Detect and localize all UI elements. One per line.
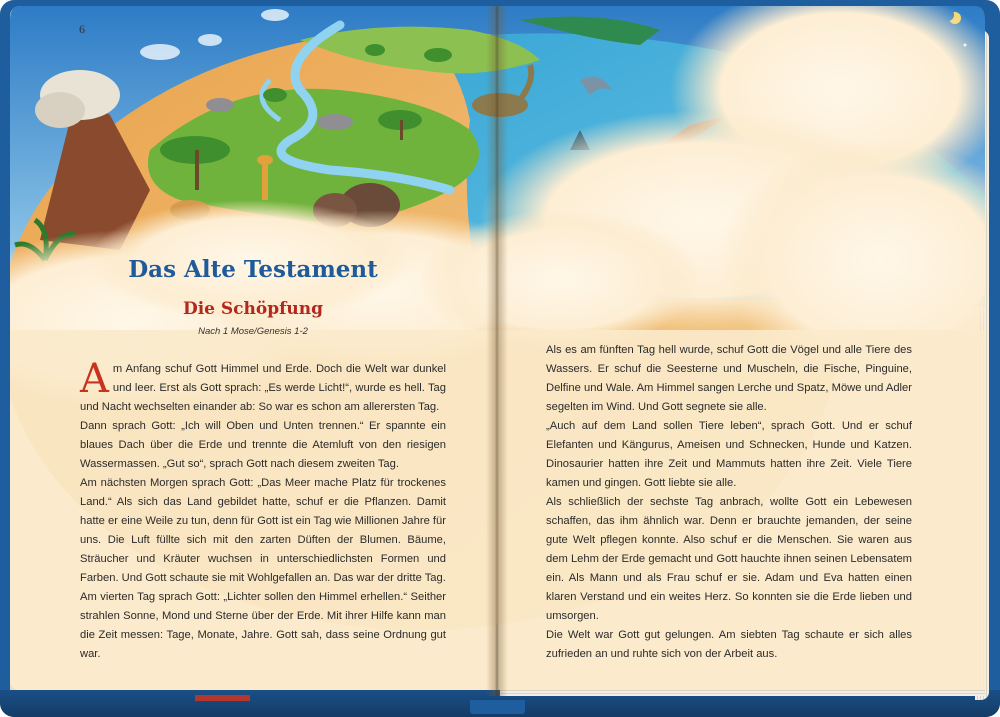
paragraph [80,356,446,417]
paragraph: Dann sprach Gott: „Ich will Oben und Unten trennen.“ Er spannte ein blaues Dach über die Erde und trennte die Atemluft von den riesigen Wassermassen. „Gut so“, sprach Gott nach diesem zweiten Tag. [80,420,446,470]
chapter-title: Die Schöpfung [182,299,324,319]
paragraph: Als es am fünften Tag hell wurde, schuf Gott die Vögel und alle Tiere des Wassers. Er schuf die Seesterne und Muscheln, die Fische, Pinguine, Delfine und Wale. Am Himmel sangen Lerche und Spatz, Möwe und Adler segelten im Wind. Und Gott segnete sie alle. [546,344,912,413]
paragraph: Am vierten Tag sprach Gott: „Lichter sollen den Himmel erhellen.“ Seither strahlen Sonne, Mond und Sterne über der Erde. Mit ihrer Hilfe kann man die Zeit messen: Tage, Monate, Jahre. Gott sah, dass seine Ordnung gut war. [80,591,446,660]
source-reference: Nach 1 Mose/Genesis 1-2 [198,326,308,337]
page-number: 6 [79,22,85,36]
paragraph: Am nächsten Morgen sprach Gott: „Das Meer mache Platz für trockenes Land.“ Als sich das Land gebildet hatte, schuf er die Pflanzen. Damit hatte er eine Weile zu tun, denn für Gott ist ein Tag wie Millionen Jahre für uns. Die Luft füllte sich mit den zarten Düften der Blumen. Bäume, Sträucher und Kräuter wuchsen in unterschiedlichsten Formen und Farben. Und Gott schaute sie mit Wohlgefallen an. Das war der dritte Tag. [80,477,446,584]
paragraph: „Auch auf dem Land sollen Tiere leben“, sprach Gott. Und er schuf Elefanten und Kängurus, Ameisen und Schnecken, Hunde und Katzen. Dinosaurier hatten ihre Zeit und Mammuts hatten ihre Zeit. Viele Tiere kamen und gingen. Gott liebte sie alle. [546,420,912,489]
left-text-column [80,356,446,664]
right-text-column [546,341,912,664]
book-spine [486,6,508,696]
book-title: Das Alte Testament [128,256,378,283]
paragraph: Die Welt war Gott gut gelungen. Am siebten Tag schaute er sich alles zufrieden an und ruhte sich von der Arbeit aus. [546,629,912,660]
paragraph: Als schließlich der sechste Tag anbrach, wollte Gott ein Lebewesen schaffen, das ihm ähnlich war. Denn er brauchte jemanden, der seine gute Welt pflegen konnte. Also schuf er die Menschen. Sie waren aus dem Lehm der Erde gemacht und Gott hauchte ihnen seinen Lebensatem ein. Als Mann und als Frau schuf er sie. Adam und Eva hatten einen klaren Verstand und ein weites Herz. So konnten sie die Erde lieben und umsorgen. [546,496,912,622]
paragraph-text: m Anfang schuf Gott Himmel und Erde. Doch die Welt war dunkel und leer. Erst als Gott sprach: „Es werde Licht!“, wurde es hell. Tag und Nacht wechselten einander ab: So war es schon am allerersten Tag. [80,363,446,413]
dropcap: A [80,356,109,402]
